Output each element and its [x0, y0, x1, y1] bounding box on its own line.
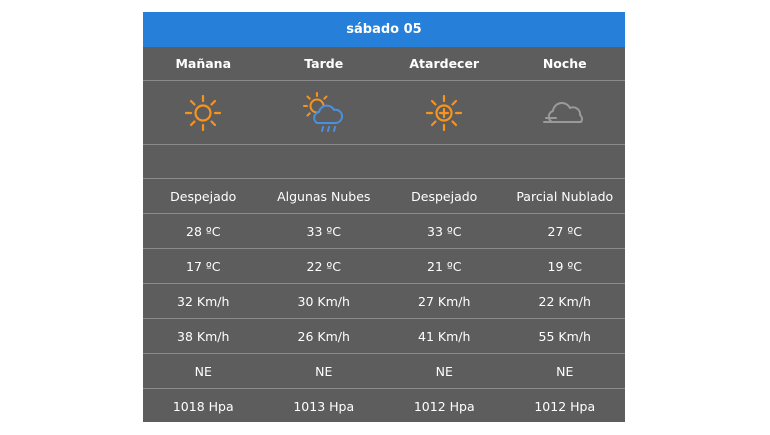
weather-forecast-widget [143, 12, 625, 422]
sunset-icon [424, 93, 464, 133]
period-morning: Mañana [175, 56, 232, 71]
wind-direction-cell: NE [315, 363, 333, 379]
temperature-cell: 33 ºC [306, 223, 341, 239]
wind-direction-row [143, 354, 625, 389]
blank-row [143, 145, 625, 179]
wind-direction-cell: NE [194, 363, 212, 379]
period-header-row [143, 47, 625, 81]
second-temperature-cell: 22 ºC [306, 258, 341, 274]
second-temperature-cell: 19 ºC [547, 258, 582, 274]
temperature-cell: 27 ºC [547, 223, 582, 239]
second-wind-speed-cell: 38 Km/h [177, 328, 230, 344]
icon-row [143, 81, 625, 145]
day-title: sábado 05 [346, 22, 422, 37]
second-wind-speed-cell: 55 Km/h [538, 328, 591, 344]
condition-cell: Parcial Nublado [516, 188, 614, 204]
condition-cell: Despejado [411, 188, 478, 204]
day-header [143, 12, 625, 47]
pressure-row [143, 389, 625, 424]
second-temperature-row [143, 249, 625, 284]
pressure-cell: 1018 Hpa [172, 399, 234, 414]
wind-speed-cell: 27 Km/h [418, 293, 471, 309]
temperature-cell: 33 ºC [427, 223, 462, 239]
period-evening: Atardecer [409, 56, 480, 71]
cloud-icon [542, 98, 588, 128]
sun-icon [183, 93, 223, 133]
second-temperature-cell: 21 ºC [427, 258, 462, 274]
condition-cell: Despejado [170, 188, 237, 204]
pressure-cell: 1012 Hpa [413, 399, 475, 414]
second-temperature-cell: 17 ºC [186, 258, 221, 274]
temperature-row [143, 214, 625, 249]
temperature-cell: 28 ºC [186, 223, 221, 239]
period-afternoon: Tarde [304, 56, 344, 71]
sun-cloud-rain-icon [301, 91, 347, 135]
second-wind-speed-cell: 26 Km/h [297, 328, 350, 344]
second-wind-speed-cell: 41 Km/h [418, 328, 471, 344]
wind-direction-cell: NE [556, 363, 574, 379]
second-wind-speed-row [143, 319, 625, 354]
condition-row [143, 179, 625, 214]
wind-direction-cell: NE [435, 363, 453, 379]
pressure-cell: 1012 Hpa [534, 399, 596, 414]
period-night: Noche [542, 56, 587, 71]
wind-speed-cell: 32 Km/h [177, 293, 230, 309]
wind-speed-cell: 22 Km/h [538, 293, 591, 309]
condition-cell: Algunas Nubes [277, 188, 371, 204]
wind-speed-row [143, 284, 625, 319]
pressure-cell: 1013 Hpa [293, 399, 355, 414]
wind-speed-cell: 30 Km/h [297, 293, 350, 309]
